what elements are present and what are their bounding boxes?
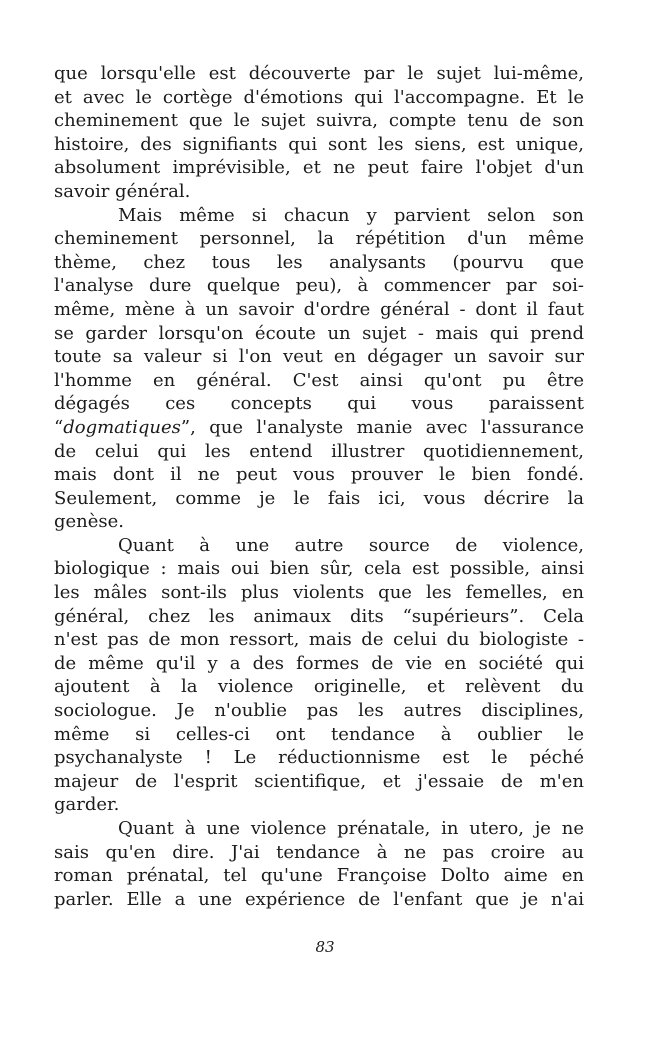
paragraph	[54, 62, 584, 204]
text-line: dégagés ces concepts qui vous paraissent	[54, 393, 584, 415]
paragraph	[54, 204, 584, 534]
text-line: l'homme en général. C'est ainsi qu'ont pu être	[54, 369, 584, 391]
text-line: et avec le cortège d'émotions qui l'accompagne. Et le	[54, 86, 584, 108]
text-line: sais qu'en dire. J'ai tendance à ne pas croire au	[54, 841, 584, 863]
text-line: n'est pas de mon ressort, mais de celui du biologiste -	[54, 629, 584, 651]
text-line: Mais même si chacun y parvient selon son	[118, 204, 584, 226]
text-line: psychanalyste ! Le réductionnisme est le péché	[54, 747, 584, 769]
text-line: roman prénatal, tel qu'une Françoise Dolto aime en	[54, 865, 584, 887]
page-number: 83	[315, 938, 335, 956]
text-line: parler. Elle a une expérience de l'enfant que je n'ai	[54, 888, 584, 910]
emphasis: dogmatiques	[63, 416, 181, 438]
text-line: toute sa valeur si l'on veut en dégager un savoir sur	[54, 346, 584, 368]
text-line: Seulement, comme je le fais ici, vous décrire la	[54, 487, 584, 509]
paragraph	[54, 534, 584, 817]
text-line: de celui qui les entend illustrer quotidiennement,	[54, 440, 584, 462]
text-line: ajoutent à la violence originelle, et relèvent du	[54, 676, 584, 698]
text-line: Quant à une autre source de violence,	[118, 534, 584, 556]
paragraph	[54, 817, 584, 911]
text-line: l'analyse dure quelque peu), à commencer par soi-	[54, 275, 584, 297]
text-line: biologique : mais oui bien sûr, cela est possible, ainsi	[54, 558, 584, 580]
text-line: garder.	[54, 794, 120, 816]
text-line: que lorsqu'elle est découverte par le sujet lui-même,	[54, 63, 584, 84]
text-line: savoir général.	[54, 180, 191, 202]
text-line: genèse.	[54, 511, 125, 533]
text-line: absolument imprévisible, et ne peut faire l'objet d'un	[54, 157, 584, 179]
text-line: même, mène à un savoir d'ordre général - dont il faut	[54, 298, 584, 320]
text-line: cheminement que le sujet suivra, compte tenu de son	[54, 110, 584, 132]
text-line: de même qu'il y a des formes de vie en société qui	[54, 652, 584, 674]
text-line: général, chez les animaux dits “supérieurs”. Cela	[54, 605, 584, 627]
text-line: se garder lorsqu'on écoute un sujet - mais qui prend	[54, 322, 584, 344]
text-line: majeur de l'esprit scientifique, et j'essaie de m'en	[54, 770, 584, 792]
text-line: “dogmatiques”, que l'analyste manie avec l'assurance	[54, 416, 584, 438]
text-line: mais dont il ne peut vous prouver le bien fondé.	[54, 464, 584, 486]
text-line: thème, chez tous les analysants (pourvu que	[54, 251, 584, 273]
text-line: Quant à une violence prénatale, in utero, je ne	[118, 818, 584, 839]
text-line: les mâles sont-ils plus violents que les femelles, en	[54, 582, 584, 604]
text-line: cheminement personnel, la répétition d'un même	[54, 228, 584, 250]
text-line: histoire, des signifiants qui sont les siens, est unique,	[54, 133, 584, 155]
text-line: sociologue. Je n'oublie pas les autres disciplines,	[54, 700, 584, 722]
text-line: même si celles-ci ont tendance à oublier le	[54, 723, 584, 745]
body-text	[54, 62, 584, 911]
